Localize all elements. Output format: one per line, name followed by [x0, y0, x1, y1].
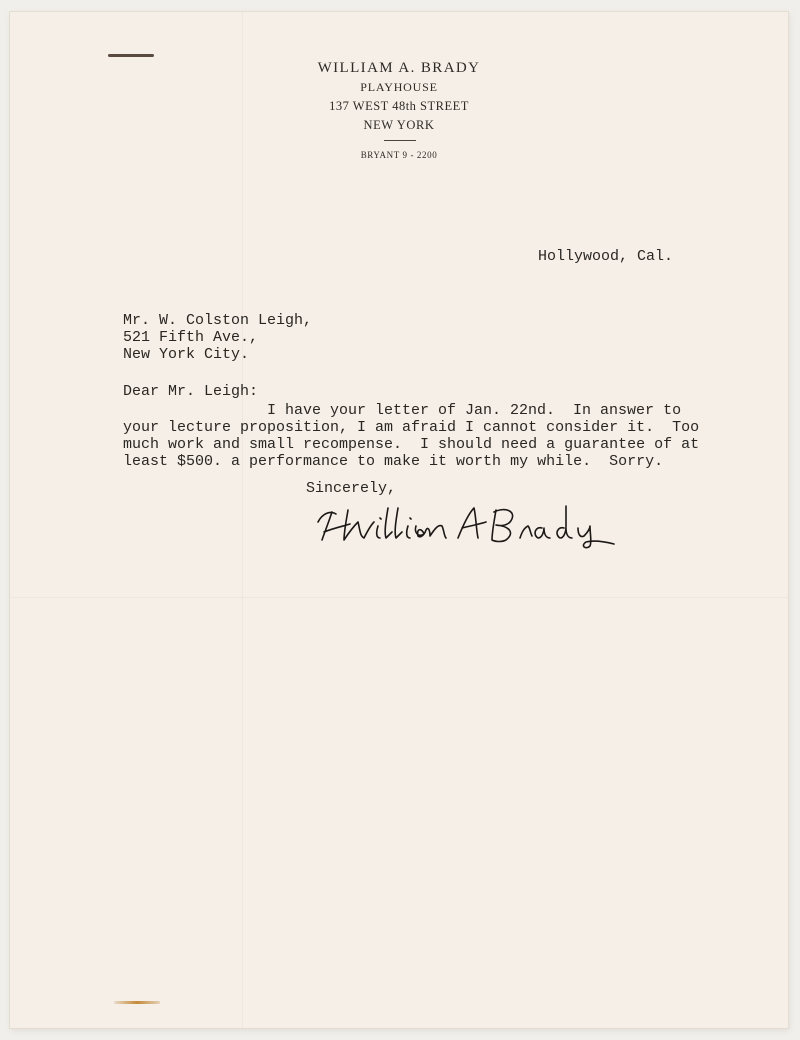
- letter-place: Hollywood, Cal.: [538, 248, 674, 265]
- closing: Sincerely,: [306, 480, 397, 497]
- letterhead-playhouse: PLAYHOUSE: [360, 80, 438, 94]
- letter-page: [10, 12, 788, 1028]
- body-text: I have your letter of Jan. 22nd. In answer to: [267, 402, 682, 419]
- body-line-indented: [123, 402, 681, 419]
- staple-mark-top: [108, 54, 154, 57]
- body-line: much work and small recompense. I should need a guarantee of at: [123, 436, 700, 453]
- letterhead-name: WILLIAM A. BRADY: [317, 60, 481, 76]
- letterhead-city: NEW YORK: [363, 118, 435, 132]
- body-line: your lecture proposition, I am afraid I cannot consider it. Too: [123, 419, 700, 436]
- recipient-line: 521 Fifth Ave.,: [123, 329, 259, 346]
- letterhead-rule: [384, 140, 416, 141]
- rust-stain-bottom: [114, 1001, 160, 1004]
- recipient-line: New York City.: [123, 346, 250, 363]
- letterhead-phone: BRYANT 9 - 2200: [360, 150, 438, 160]
- body-line: least $500. a performance to make it worth my while. Sorry.: [123, 453, 664, 470]
- handwritten-signature: [310, 500, 620, 550]
- letterhead-street: 137 WEST 48th STREET: [329, 99, 469, 113]
- salutation: Dear Mr. Leigh:: [123, 383, 259, 400]
- fold-line-horizontal: [10, 597, 788, 598]
- recipient-line: Mr. W. Colston Leigh,: [123, 312, 313, 329]
- fold-line-vertical: [242, 12, 243, 1028]
